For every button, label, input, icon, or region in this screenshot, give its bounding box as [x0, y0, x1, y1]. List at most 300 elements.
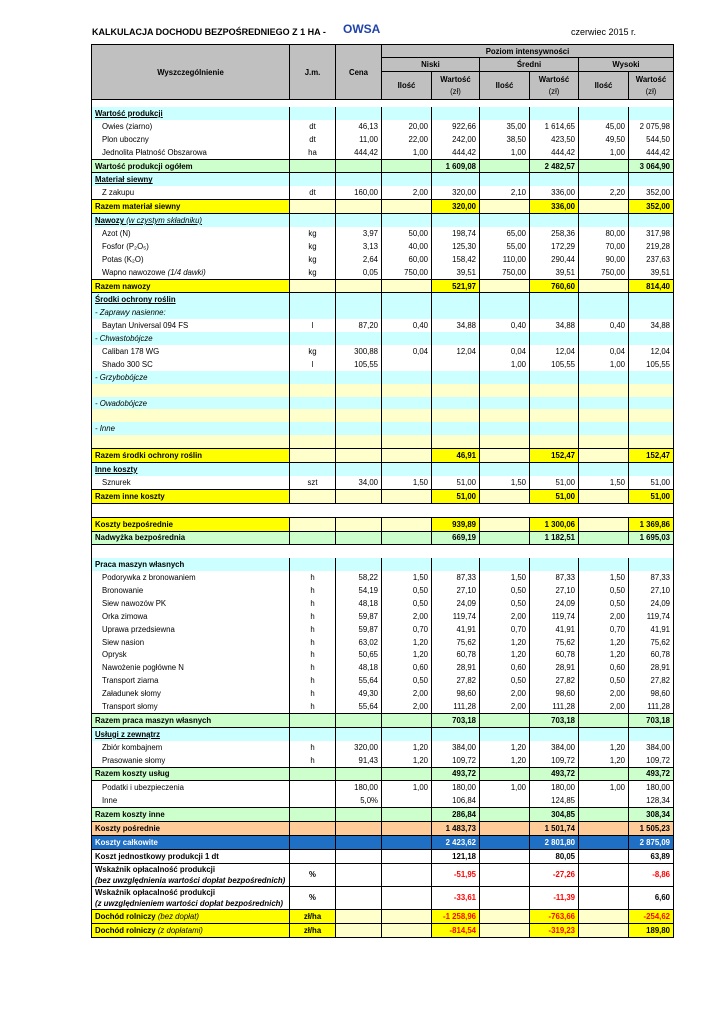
- cell-price: [336, 371, 382, 384]
- cell-q2: 2,00: [480, 700, 530, 713]
- cell-v1: 87,33: [432, 571, 480, 584]
- currency-label: (zł): [548, 86, 560, 96]
- cell-q3: [579, 531, 629, 545]
- row-label: [92, 700, 290, 713]
- cell-v1: [432, 727, 480, 740]
- table-row: [92, 741, 674, 754]
- cell-q3: [579, 200, 629, 214]
- row-label: [92, 227, 290, 240]
- cell-v1: 320,00: [432, 200, 480, 214]
- currency-label: (zł): [645, 86, 657, 96]
- label-text: Usługi z zewnątrz: [95, 729, 160, 739]
- cell-v2: 98,60: [530, 687, 579, 700]
- cell-q3: [579, 449, 629, 463]
- cell-v3: 51,00: [629, 489, 674, 503]
- label-text: Razem środki ochrony roślin: [95, 451, 203, 461]
- table-row: [92, 767, 674, 781]
- cell-unit: h: [290, 649, 336, 662]
- cell-unit: [290, 173, 336, 186]
- cell-q2: [480, 332, 530, 345]
- table-row: [92, 923, 674, 937]
- table-row: [92, 610, 674, 623]
- cell-price: 63,02: [336, 636, 382, 649]
- table-row: [92, 597, 674, 610]
- cell-q1: 2,00: [382, 610, 432, 623]
- cell-v1: [432, 422, 480, 435]
- cell-unit: [290, 332, 336, 345]
- cell-v2: 34,88: [530, 319, 579, 332]
- currency-label: (zł): [450, 86, 461, 96]
- cell-q2: 110,00: [480, 253, 530, 266]
- cell-q3: 2,00: [579, 610, 629, 623]
- cell-v1: 51,00: [432, 489, 480, 503]
- cell-q2: [480, 835, 530, 849]
- cell-v2: [530, 371, 579, 384]
- table-body: [92, 107, 674, 937]
- row-label: [92, 476, 290, 489]
- cell-q1: [382, 517, 432, 531]
- cell-v1: 125,30: [432, 240, 480, 253]
- cell-unit: h: [290, 700, 336, 713]
- table-row: [92, 435, 674, 448]
- cell-v1: 46,91: [432, 449, 480, 463]
- table-row: [92, 463, 674, 476]
- col-qty: Ilość: [480, 72, 530, 100]
- cell-v1: 60,78: [432, 649, 480, 662]
- col-qty: Ilość: [382, 72, 432, 100]
- label-text: Wartość produkcji: [95, 108, 163, 118]
- cell-unit: [290, 558, 336, 571]
- col-low: Niski: [382, 58, 480, 72]
- cell-unit: dt: [290, 186, 336, 199]
- cell-v1: 1 483,73: [432, 822, 480, 836]
- cell-v3: 87,33: [629, 571, 674, 584]
- cell-v2: [530, 107, 579, 120]
- cell-price: [336, 107, 382, 120]
- cell-q2: 0,50: [480, 674, 530, 687]
- cell-v1: [432, 214, 480, 227]
- cell-v1: [432, 384, 480, 397]
- cell-v2: [530, 463, 579, 476]
- cell-unit: [290, 727, 336, 740]
- table-row: [92, 279, 674, 293]
- label-text: Zbiór kombajnem: [102, 742, 163, 752]
- cell-q1: 0,40: [382, 319, 432, 332]
- cell-v2: -319,23: [530, 923, 579, 937]
- cell-v3: 3 064,90: [629, 159, 674, 173]
- label-text: Razem inne koszty: [95, 491, 165, 501]
- cell-q1: 40,00: [382, 240, 432, 253]
- cell-v2: 27,82: [530, 674, 579, 687]
- row-label: [92, 571, 290, 584]
- cell-v2: 304,85: [530, 808, 579, 822]
- cell-v2: [530, 214, 579, 227]
- cell-q2: [480, 909, 530, 923]
- cell-q3: [579, 727, 629, 740]
- row-label: [92, 133, 290, 146]
- row-label: [92, 489, 290, 503]
- cell-unit: [290, 214, 336, 227]
- cell-v3: [629, 107, 674, 120]
- cell-v3: 189,80: [629, 923, 674, 937]
- cell-price: 49,30: [336, 687, 382, 700]
- cell-unit: [290, 449, 336, 463]
- cell-unit: h: [290, 661, 336, 674]
- label-text: Wartość produkcji ogółem: [95, 161, 193, 171]
- row-label: [92, 240, 290, 253]
- cell-v1: 444,42: [432, 146, 480, 159]
- cell-v3: 493,72: [629, 767, 674, 781]
- cell-q1: [382, 173, 432, 186]
- label-text: Caliban 178 WG: [102, 346, 160, 356]
- table-row: [92, 214, 674, 227]
- row-label: [92, 332, 290, 345]
- cell-unit: kg: [290, 253, 336, 266]
- cell-v3: 219,28: [629, 240, 674, 253]
- cell-unit: [290, 371, 336, 384]
- table-row: [92, 449, 674, 463]
- row-label: [92, 863, 290, 886]
- cell-q3: [579, 794, 629, 807]
- row-label: [92, 319, 290, 332]
- cell-q2: [480, 173, 530, 186]
- table-row: [92, 422, 674, 435]
- cell-q3: [579, 713, 629, 727]
- cell-q1: [382, 200, 432, 214]
- cell-v3: [629, 435, 674, 448]
- cell-q2: 55,00: [480, 240, 530, 253]
- cell-unit: ha: [290, 146, 336, 159]
- cell-price: [336, 409, 382, 422]
- cell-unit: [290, 293, 336, 306]
- cell-v3: 105,55: [629, 358, 674, 371]
- label-text: Baytan Universal 094 FS: [102, 321, 189, 331]
- cell-q3: 0,60: [579, 661, 629, 674]
- label-text: Koszty całkowite: [95, 837, 158, 847]
- cell-v1: [432, 409, 480, 422]
- cell-v1: [432, 358, 480, 371]
- cell-q1: 1,20: [382, 636, 432, 649]
- table-row: [92, 173, 674, 186]
- label-text: - Grzybobójcze: [95, 372, 148, 382]
- cell-q2: [480, 923, 530, 937]
- cell-v2: 87,33: [530, 571, 579, 584]
- table-row: [92, 886, 674, 909]
- col-price: Cena: [336, 45, 382, 100]
- cell-v1: 75,62: [432, 636, 480, 649]
- cell-q1: [382, 822, 432, 836]
- cell-q1: [382, 489, 432, 503]
- cell-unit: h: [290, 571, 336, 584]
- label-text: Dochód rolniczy: [95, 925, 156, 935]
- cell-unit: %: [290, 886, 336, 909]
- cell-q1: 2,00: [382, 687, 432, 700]
- label-text: - Zaprawy nasienne:: [95, 308, 166, 318]
- cell-v1: 27,10: [432, 584, 480, 597]
- label-text: Uprawa przedsiewna: [102, 624, 175, 634]
- table-row: [92, 713, 674, 727]
- cell-q1: [382, 713, 432, 727]
- cell-q3: 49,50: [579, 133, 629, 146]
- row-label: [92, 741, 290, 754]
- col-qty: Ilość: [579, 72, 629, 100]
- cell-v1: [432, 306, 480, 319]
- cell-unit: l: [290, 358, 336, 371]
- cell-v2: 290,44: [530, 253, 579, 266]
- table-row: [92, 661, 674, 674]
- cell-q3: [579, 384, 629, 397]
- cell-q3: 2,20: [579, 186, 629, 199]
- cell-q3: [579, 397, 629, 410]
- row-label: [92, 449, 290, 463]
- cell-q2: [480, 435, 530, 448]
- cell-v2: 60,78: [530, 649, 579, 662]
- cell-unit: h: [290, 597, 336, 610]
- cell-v2: 51,00: [530, 489, 579, 503]
- cell-v1: [432, 293, 480, 306]
- label-text: Shado 300 SC: [102, 359, 153, 369]
- cell-q3: 0,70: [579, 623, 629, 636]
- cell-unit: h: [290, 674, 336, 687]
- cell-v3: 98,60: [629, 687, 674, 700]
- cell-price: [336, 306, 382, 319]
- cell-v2: [530, 422, 579, 435]
- cell-price: 0,05: [336, 266, 382, 279]
- cell-v2: [530, 558, 579, 571]
- report-date: czerwiec 2015 r.: [570, 27, 636, 37]
- cell-q2: [480, 463, 530, 476]
- cell-v3: 60,78: [629, 649, 674, 662]
- label-text: Wskaźnik opłacalność produkcji: [95, 887, 216, 897]
- cell-q2: [480, 422, 530, 435]
- cell-v2: 119,74: [530, 610, 579, 623]
- cell-unit: kg: [290, 227, 336, 240]
- cell-q1: [382, 384, 432, 397]
- cell-q1: [382, 835, 432, 849]
- row-label: [92, 266, 290, 279]
- cell-price: [336, 159, 382, 173]
- row-label: [92, 610, 290, 623]
- cell-q1: [382, 332, 432, 345]
- cell-q1: 2,00: [382, 700, 432, 713]
- cell-unit: [290, 279, 336, 293]
- table-row: [92, 476, 674, 489]
- cell-q3: [579, 463, 629, 476]
- label-subtext: (bez uwzględnienia wartości dopłat bezpośrednich): [95, 875, 286, 885]
- cell-v1: 384,00: [432, 741, 480, 754]
- cell-v1: [432, 371, 480, 384]
- cell-v1: 109,72: [432, 754, 480, 767]
- label-text: Podatki i ubezpieczenia: [102, 783, 184, 793]
- cell-q3: [579, 159, 629, 173]
- label-text: Orka zimowa: [102, 611, 148, 621]
- row-label: [92, 253, 290, 266]
- row-label: [92, 345, 290, 358]
- cell-v3: [629, 463, 674, 476]
- cell-v2: -763,66: [530, 909, 579, 923]
- cell-unit: h: [290, 754, 336, 767]
- cell-unit: h: [290, 610, 336, 623]
- cell-price: 59,87: [336, 610, 382, 623]
- cell-q1: [382, 849, 432, 863]
- cell-v3: 6,60: [629, 886, 674, 909]
- cell-q1: [382, 371, 432, 384]
- cell-v2: 39,51: [530, 266, 579, 279]
- table-row: [92, 306, 674, 319]
- cell-q2: 1,20: [480, 741, 530, 754]
- cell-price: [336, 279, 382, 293]
- cell-v2: 12,04: [530, 345, 579, 358]
- cell-v1: -33,61: [432, 886, 480, 909]
- cell-v3: [629, 384, 674, 397]
- table-row: [92, 808, 674, 822]
- cell-v3: [629, 558, 674, 571]
- cell-price: [336, 422, 382, 435]
- cell-q2: 0,40: [480, 319, 530, 332]
- cell-v3: 814,40: [629, 279, 674, 293]
- cell-q2: 1,00: [480, 781, 530, 794]
- cell-q1: [382, 422, 432, 435]
- cell-v1: 242,00: [432, 133, 480, 146]
- cell-v3: 119,74: [629, 610, 674, 623]
- cell-v3: 352,00: [629, 200, 674, 214]
- cell-price: 48,18: [336, 661, 382, 674]
- crop-name: OWSA: [343, 22, 381, 36]
- cell-unit: [290, 822, 336, 836]
- cell-q3: 0,50: [579, 674, 629, 687]
- table-row: [92, 674, 674, 687]
- cell-v3: 444,42: [629, 146, 674, 159]
- cell-q1: 1,00: [382, 146, 432, 159]
- table-row: [92, 319, 674, 332]
- cell-unit: l: [290, 319, 336, 332]
- cell-price: [336, 822, 382, 836]
- cell-v3: 128,34: [629, 794, 674, 807]
- cell-unit: [290, 794, 336, 807]
- cell-q1: 1,50: [382, 476, 432, 489]
- label-text: Inne koszty: [95, 464, 138, 474]
- label-text: Oprysk: [102, 650, 127, 660]
- cell-v3: 544,50: [629, 133, 674, 146]
- spacer: [92, 545, 674, 558]
- cell-price: [336, 909, 382, 923]
- label-note: (1/4 dawki): [167, 267, 206, 277]
- cell-v2: -27,26: [530, 863, 579, 886]
- cell-v1: 521,97: [432, 279, 480, 293]
- cell-v3: 109,72: [629, 754, 674, 767]
- cell-q3: [579, 371, 629, 384]
- cell-price: [336, 435, 382, 448]
- label-text: Razem praca maszyn własnych: [95, 715, 212, 725]
- cell-v3: 27,82: [629, 674, 674, 687]
- cell-v3: 384,00: [629, 741, 674, 754]
- cell-v2: [530, 397, 579, 410]
- cell-q3: 90,00: [579, 253, 629, 266]
- cell-q1: 1,50: [382, 571, 432, 584]
- cell-q3: 1,20: [579, 741, 629, 754]
- cell-price: [336, 332, 382, 345]
- cell-v1: 158,42: [432, 253, 480, 266]
- cell-q3: 1,20: [579, 754, 629, 767]
- cell-unit: dt: [290, 133, 336, 146]
- cell-unit: [290, 808, 336, 822]
- cell-price: [336, 463, 382, 476]
- table-row: [92, 636, 674, 649]
- label-text: Bronowanie: [102, 586, 144, 595]
- cell-q3: [579, 849, 629, 863]
- cell-unit: [290, 409, 336, 422]
- cell-q2: [480, 159, 530, 173]
- cell-v1: 493,72: [432, 767, 480, 781]
- cell-v2: 1 614,65: [530, 120, 579, 133]
- table-row: [92, 345, 674, 358]
- cell-v1: 121,18: [432, 849, 480, 863]
- cell-v2: [530, 293, 579, 306]
- cell-v3: 1 695,03: [629, 531, 674, 545]
- table-row: [92, 358, 674, 371]
- cell-v2: 423,50: [530, 133, 579, 146]
- cell-v1: [432, 435, 480, 448]
- label-text: Razem nawozy: [95, 281, 151, 291]
- cell-v1: [432, 397, 480, 410]
- cell-unit: [290, 489, 336, 503]
- cell-q2: [480, 558, 530, 571]
- label-text: Nawożenie pogłówne N: [102, 663, 184, 673]
- row-label: [92, 886, 290, 909]
- cell-q3: [579, 517, 629, 531]
- cell-v1: 27,82: [432, 674, 480, 687]
- cell-v3: 63,89: [629, 849, 674, 863]
- cell-v2: [530, 306, 579, 319]
- cell-q2: [480, 863, 530, 886]
- spacer-row: [92, 503, 674, 517]
- cell-v1: -1 258,96: [432, 909, 480, 923]
- cell-v3: 111,28: [629, 700, 674, 713]
- row-label: [92, 623, 290, 636]
- cell-unit: [290, 422, 336, 435]
- row-label: [92, 767, 290, 781]
- label-note: (z dopłatami): [157, 925, 203, 935]
- table-row: [92, 700, 674, 713]
- cell-v2: 493,72: [530, 767, 579, 781]
- label-text: Praca maszyn własnych: [95, 560, 185, 570]
- table-row: [92, 186, 674, 199]
- label-text: Siew nasion: [102, 637, 145, 647]
- cell-q1: 0,60: [382, 661, 432, 674]
- row-label: [92, 435, 290, 448]
- label-text: Załadunek słomy: [102, 689, 161, 699]
- cell-q1: [382, 727, 432, 740]
- cell-q2: 0,60: [480, 661, 530, 674]
- cell-q1: 0,70: [382, 623, 432, 636]
- cell-q2: 0,50: [480, 584, 530, 597]
- cell-q2: 750,00: [480, 266, 530, 279]
- cell-v1: 119,74: [432, 610, 480, 623]
- cell-q1: 60,00: [382, 253, 432, 266]
- cell-v3: [629, 306, 674, 319]
- label-text: Sznurek: [102, 477, 131, 487]
- row-label: [92, 727, 290, 740]
- cell-q1: [382, 808, 432, 822]
- cell-q3: [579, 923, 629, 937]
- row-label: [92, 584, 290, 597]
- cell-v2: 2 801,80: [530, 835, 579, 849]
- cell-v1: [432, 463, 480, 476]
- cell-price: [336, 397, 382, 410]
- label-text: Razem materiał siewny: [95, 202, 181, 212]
- cell-price: 180,00: [336, 781, 382, 794]
- table-row: [92, 727, 674, 740]
